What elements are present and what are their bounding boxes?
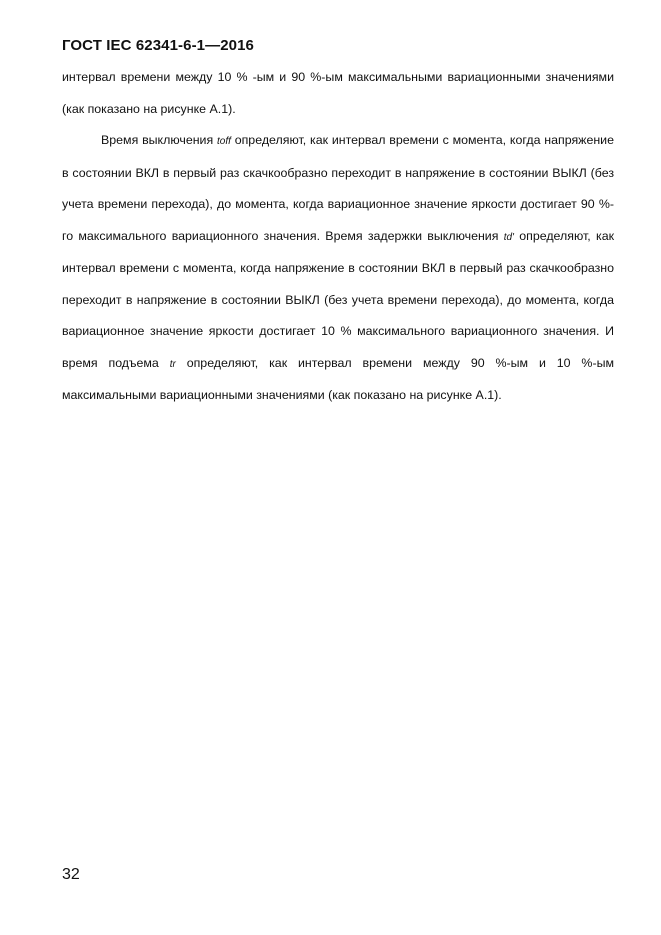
symbol-toff: toff [217, 136, 231, 147]
paragraph-turn-off-time [62, 125, 614, 412]
paragraph-continuation: интервал времени между 10 % -ым и 90 %-ым максимальными вариационными значениями (как показано на рисунке А.1). [62, 70, 614, 116]
document-body [62, 62, 614, 412]
paragraph-text: определяют, как интервал времени с момента, когда напряжение в состоянии ВКЛ в первый раз скачкообразно переходит в напряжение в состоянии ВЫКЛ (без учета времени перехода), до момента, когда вариационное значение яркости достигает 10 % максимального вариационного значения. И время подъема [62, 228, 615, 370]
symbol-td: td' [503, 231, 514, 243]
symbol-tr: tr [169, 358, 176, 370]
page-number: 32 [62, 866, 80, 883]
paragraph-text: определяют, как интервал времени с момента, когда напряжение в состоянии ВКЛ в первый раз скачкообразно переходит в напряжение в состоянии ВЫКЛ (без учета времени перехода), до момента, когда вариационное значение яркости достигает 90 %-го максимального вариационного значения. Время задержки выключения [62, 133, 614, 243]
document-header: ГОСТ IEC 62341-6-1—2016 [62, 37, 254, 54]
paragraph-text: определяют, как интервал времени между 90 %-ым и 10 %-ым максимальными вариационными значениями (как показано на рисунке А.1). [62, 355, 614, 402]
paragraph-text: Время выключения [101, 133, 217, 147]
